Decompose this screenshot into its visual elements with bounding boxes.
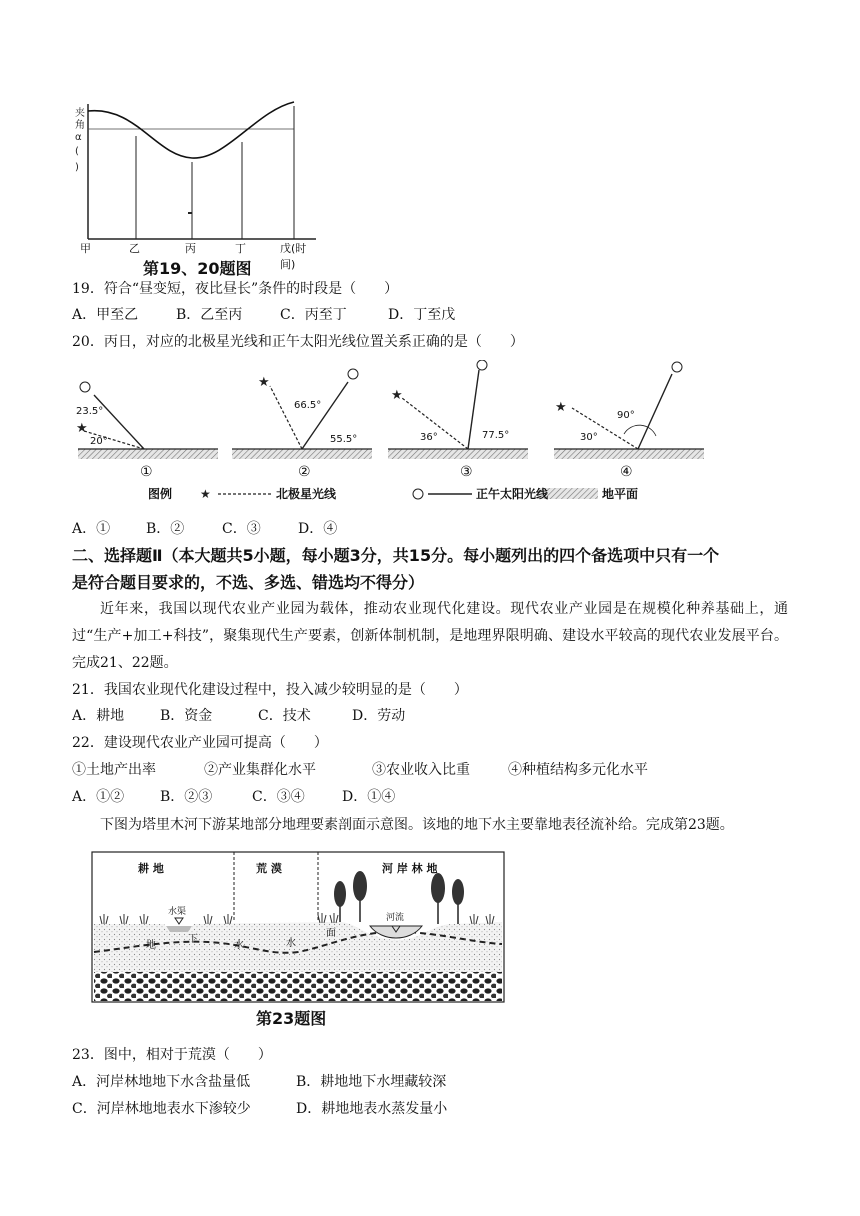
question-23-stem: 23．图中，相对于荒漠（ ） [72,1047,272,1063]
panel-1 [76,382,218,459]
angle-label: 20° [90,436,108,447]
option-c[interactable]: C．技术 [258,708,311,724]
section-heading-line1: 二、选择题Ⅱ（本大题共5小题，每小题3分，共15分。每小题列出的四个备选项中只有一个 [72,546,720,565]
option-b[interactable]: B．耕地地下水埋藏较深 [296,1074,447,1090]
angle-label: 77.5° [482,430,510,441]
river-label: 河流 [386,913,405,923]
groundwater-label: 地 [146,940,156,951]
angle-label: 23.5° [76,406,104,417]
sun-icon [80,382,90,392]
zone-label-riparian: 河 岸 林 地 [382,862,438,875]
sun-ray [638,374,672,449]
option-d[interactable]: D．①④ [342,789,396,805]
gravel-layer [94,972,502,1001]
option-c[interactable]: C．河岸林地地表水下渗较少 [72,1101,251,1117]
panel-2 [232,369,372,459]
option-b[interactable]: B．资金 [160,708,213,724]
question-21-options [72,706,472,726]
groundwater-label: 下 [188,934,198,945]
option-a[interactable]: A．耕地 [72,708,125,724]
passage-21-22: 近年来，我国以现代农业产业园为载体，推动农业现代化建设。现代农业产业园是在规模化种养基础上，通过“生产+加工+科技”，聚集现代生产要素，创新体制机制，是地理界限明确、建设水平较高的现代农业发展平台。完成21、22题。 [72,601,788,671]
option-b[interactable]: B．②③ [160,789,213,805]
panel-number: ④ [620,464,633,480]
x-tick: 甲 [80,242,91,255]
figure-19-20 [66,96,326,276]
option-c[interactable]: C．丙至丁 [280,307,347,323]
y-axis-label: 夹 [75,108,85,119]
legend-ground: 地平面 [602,487,639,501]
panel-number: ③ [460,464,473,480]
angle-label: 66.5° [294,400,322,411]
panel-number: ② [298,464,311,480]
legend-sun: 正午太阳光线 [476,487,549,501]
x-tick: 丙 [185,242,196,255]
sun-icon [477,360,487,370]
figure-caption: 第19、20题图 [143,259,252,278]
svg-text:角: 角 [75,120,85,131]
x-tick: 乙 [129,242,140,255]
option-a[interactable]: A．甲至乙 [72,307,139,323]
figure-20-panels [72,360,772,508]
option-d[interactable]: D．劳动 [352,708,406,724]
x-tick: 丁 [235,242,246,255]
question-22-items [72,760,712,780]
question-20-stem: 20．丙日，对应的北极星光线和正午太阳光线位置关系正确的是（ ） [72,334,524,350]
figure-caption: 第23题图 [256,1009,327,1028]
sun-icon [348,369,358,379]
option-d[interactable]: D．④ [298,521,338,537]
option-a[interactable]: A．①② [72,789,125,805]
panel-number: ① [140,464,153,480]
zone-label-desert: 荒 漠 [256,862,282,875]
polaris-ray [270,386,302,449]
angle-label: 30° [580,432,598,443]
statement-item: ③农业收入比重 [372,762,470,778]
angle-label: 36° [420,432,438,443]
statement-item: ①土地产出率 [72,762,156,778]
star-icon: ★ [258,375,270,390]
svg-text:(: ( [75,146,79,157]
star-icon: ★ [555,400,567,415]
option-b[interactable]: B．乙至丙 [176,307,243,323]
svg-text:): ) [75,162,79,173]
option-b[interactable]: B．② [146,521,185,537]
question-22-stem: 22．建设现代农业产业园可提高（ ） [72,735,328,751]
question-20-options [72,519,472,539]
angle-label: 90° [617,410,635,421]
star-icon: ★ [76,421,88,436]
statement-item: ④种植结构多元化水平 [508,762,648,778]
question-22-options [72,787,472,807]
legend-sun-icon [413,489,423,499]
section-heading-line2: 是符合题目要求的，不选、多选、错选均不得分） [72,573,425,592]
groundwater-label: 水 [234,940,244,951]
groundwater-label: 水 [286,938,296,949]
question-19-options [72,305,572,325]
groundwater-label: 面 [326,928,336,939]
channel-label: 水渠 [168,907,187,917]
statement-item: ②产业集群化水平 [204,762,316,778]
option-a[interactable]: A．河岸林地地下水含盐量低 [72,1074,251,1090]
star-icon: ★ [391,388,403,403]
question-23-options-row1 [72,1072,572,1092]
passage-23: 下图为塔里木河下游某地部分地理要素剖面示意图。该地的地下水主要靠地表径流补给。完成第23题。 [100,817,734,833]
angle-label: 55.5° [330,434,358,445]
zone-label-farmland: 耕 地 [138,862,164,875]
option-d[interactable]: D．耕地地表水蒸发量小 [296,1101,448,1117]
sun-icon [672,362,682,372]
question-23-options-row2 [72,1099,572,1119]
legend-polaris: 北极星光线 [276,487,337,501]
figure-23 [88,848,508,1030]
question-21-stem: 21．我国农业现代化建设过程中，投入减少较明显的是（ ） [72,682,468,698]
legend-star-icon: ★ [200,487,211,501]
x-tick: 戊(时间) [280,242,307,271]
panel-3 [388,360,528,459]
legend-title: 图例 [148,487,173,501]
question-19-stem: 19．符合“昼变短，夜比昼长”条件的时段是（ ） [72,281,399,297]
angle-curve [88,102,294,158]
sun-ray [468,370,479,449]
svg-text:α: α [75,132,82,143]
option-c[interactable]: C．③④ [252,789,305,805]
option-c[interactable]: C．③ [222,521,261,537]
option-d[interactable]: D．丁至戊 [388,307,456,323]
option-a[interactable]: A．① [72,521,111,537]
